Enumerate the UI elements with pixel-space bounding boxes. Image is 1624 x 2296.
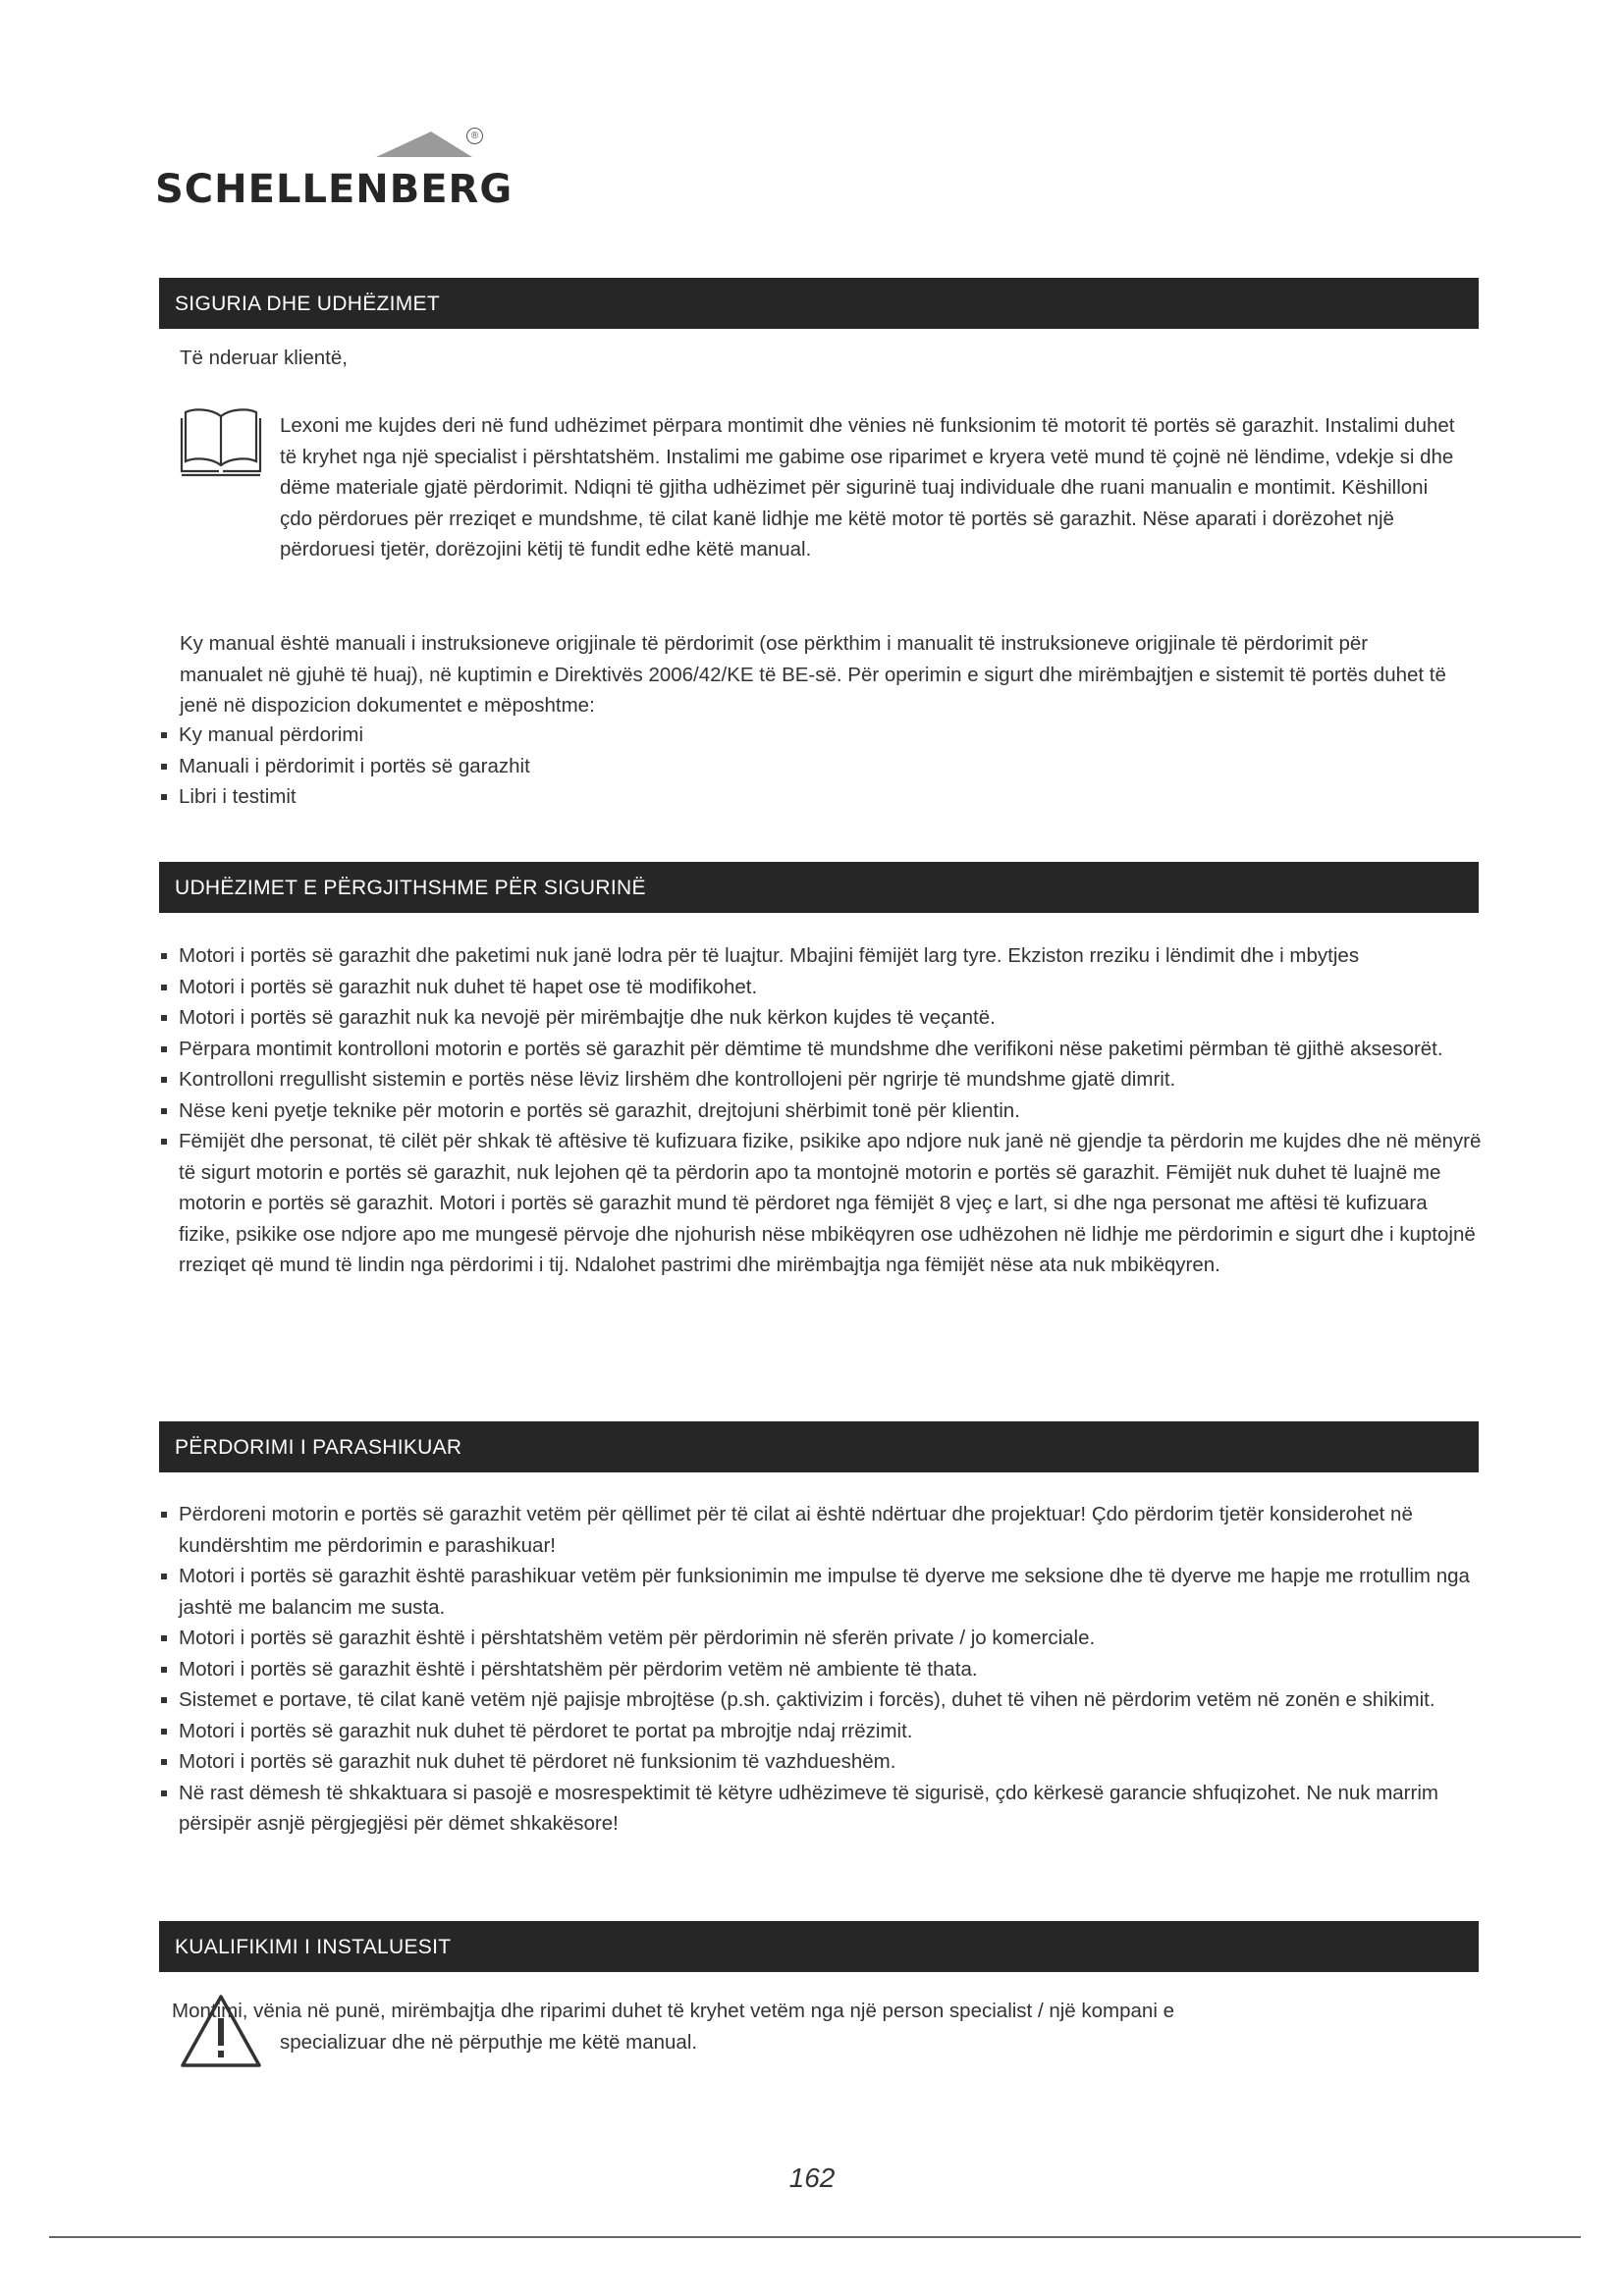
brand-name: SCHELLENBERG [155, 167, 514, 212]
list-item: Fëmijët dhe personat, të cilët për shkak të aftësive të kufizuara fizike, psikike apo ndjore nuk janë në gjendje ta përdorin me kujdes dhe në mënyrë të sigurt motorin e portës së garazhit, nuk lejohen që ta përdorin apo ta montojnë motorin e portës së garazhit. Fëmijët nuk duhet të luajnë me motorin e portës së garazhit. Motori i portës së garazhit mund të përdoret nga fëmijët 8 vjeç e lart, si dhe nga personat me aftësi të kufizuara fizike, psikike ose ndjore apo me mungesë përvoje dhe njohurish nëse mbikëqyren ose udhëzohen në lidhje me përdorimin e sigurt dhe i kuptojnë rreziqet që mund të lindin nga përdorimi i tij. Ndalohet pastrimi dhe mirëmbajtja nga fëmijët nëse ata nuk mbikëqyren. [157, 1126, 1483, 1281]
section-header-installer: KUALIFIKIMI I INSTALUESIT [159, 1921, 1479, 1972]
documents-list [157, 720, 746, 813]
page-number: 162 [788, 2163, 836, 2193]
registered-mark: ® [466, 128, 483, 144]
manual-paragraph: Ky manual është manuali i instruksioneve origjinale të përdorimit (ose përkthim i manualit të instruksioneve origjinale të përdorimit për manualet në gjuhë të huaj), në kuptimin e Direktivës 2006/42/KE të BE-së. Për operimin e sigurt dhe mirëmbajtjen e sistemit të portës duhet të jenë në dispozicion dokumentet e mëposhtme: [180, 632, 1446, 717]
list-item: Motori i portës së garazhit nuk duhet të përdoret në funksionim të vazhdueshëm. [157, 1746, 1483, 1778]
section-header-safety: SIGURIA DHE UDHËZIMET [159, 278, 1479, 329]
list-item: Sistemet e portave, të cilat kanë vetëm një pajisje mbrojtëse (p.sh. çaktivizim i forcës), duhet të vihen në përdorim vetëm në zonën e shikimit. [157, 1684, 1483, 1716]
list-item: Motori i portës së garazhit nuk duhet të përdoret te portat pa mbrojtje ndaj rrëzimit. [157, 1716, 1483, 1747]
list-item: Manuali i përdorimit i portës së garazhit [157, 751, 746, 782]
list-item: Motori i portës së garazhit dhe paketimi nuk janë lodra për të luajtur. Mbajini fëmijët larg tyre. Ekziston rreziku i lëndimit dhe i mbytjes [157, 940, 1483, 972]
general-safety-list [157, 940, 1483, 1281]
intro-paragraph: Lexoni me kujdes deri në fund udhëzimet përpara montimit dhe vënies në funksionim të motorit të portës së garazhit. Instalimi duhet të kryhet nga një specialist i përshtatshëm. Instalimi me gabime ose riparimet e kryera vetë mund të çojnë në lëndime, vdekje si dhe dëme materiale gjatë përdorimit. Ndiqni të gjitha udhëzimet për sigurinë tuaj individuale dhe ruani manualin e montimit. Këshilloni çdo përdorues për rreziqet e mundshme, të cilat kanë lidhje me këtë motor të portës së garazhit. Nëse aparati i dorëzohet një përdoruesi tjetër, dorëzojini këtij të fundit edhe këtë manual. [280, 414, 1455, 561]
brand-logo [155, 128, 514, 226]
list-item: Përdoreni motorin e portës së garazhit vetëm për qëllimet për të cilat ai është ndërtuar dhe projektuar! Çdo përdorim tjetër konsiderohet në kundërshtim me përdorimin e parashikuar! [157, 1499, 1483, 1561]
list-item: Motori i portës së garazhit është parashikuar vetëm për funksionimin me impulse të dyerve me seksione dhe të dyerve me hapje me rrotullim nga jashtë me balancim me susta. [157, 1561, 1483, 1623]
footer-divider [49, 2236, 1581, 2238]
list-item: Ky manual përdorimi [157, 720, 746, 751]
installer-text-line2: specializuar dhe në përputhje me këtë manual. [280, 2031, 698, 2054]
list-item: Kontrolloni rregullisht sistemin e portës nëse lëviz lirshëm dhe kontrollojeni për ngrirje të mundshme gjatë dimrit. [157, 1064, 1483, 1095]
list-item: Nëse keni pyetje teknike për motorin e portës së garazhit, drejtojuni shërbimit tonë për klientin. [157, 1095, 1483, 1127]
installer-text-line1: Montimi, vënia në punë, mirëmbajtja dhe riparimi duhet të kryhet vetëm nga një person specialist / një kompani e [172, 2000, 1174, 2022]
section-header-intended-use: PËRDORIMI I PARASHIKUAR [159, 1421, 1479, 1472]
list-item: Motori i portës së garazhit nuk ka nevojë për mirëmbajtje dhe nuk kërkon kujdes të veçantë. [157, 1002, 1483, 1034]
list-item: Motori i portës së garazhit është i përshtatshëm për përdorim vetëm në ambiente të thata. [157, 1654, 1483, 1685]
roof-logo-icon [376, 132, 472, 157]
list-item: Libri i testimit [157, 781, 746, 813]
book-icon [180, 402, 262, 479]
section-header-general: UDHËZIMET E PËRGJITHSHME PËR SIGURINË [159, 862, 1479, 913]
list-item: Përpara montimit kontrolloni motorin e portës së garazhit për dëmtime të mundshme dhe verifikoni nëse paketimi përmban të gjithë aksesorët. [157, 1034, 1483, 1065]
list-item: Motori i portës së garazhit nuk duhet të hapet ose të modifikohet. [157, 972, 1483, 1003]
greeting: Të nderuar klientë, [180, 347, 348, 369]
intended-use-list [157, 1499, 1483, 1840]
list-item: Në rast dëmesh të shkaktuara si pasojë e mosrespektimit të këtyre udhëzimeve të sigurisë, çdo kërkesë garancie shfuqizohet. Ne nuk marrim përsipër asnjë përgjegjësi për dëmet shkakësore! [157, 1778, 1483, 1840]
list-item: Motori i portës së garazhit është i përshtatshëm vetëm për përdorimin në sferën private / jo komerciale. [157, 1623, 1483, 1654]
